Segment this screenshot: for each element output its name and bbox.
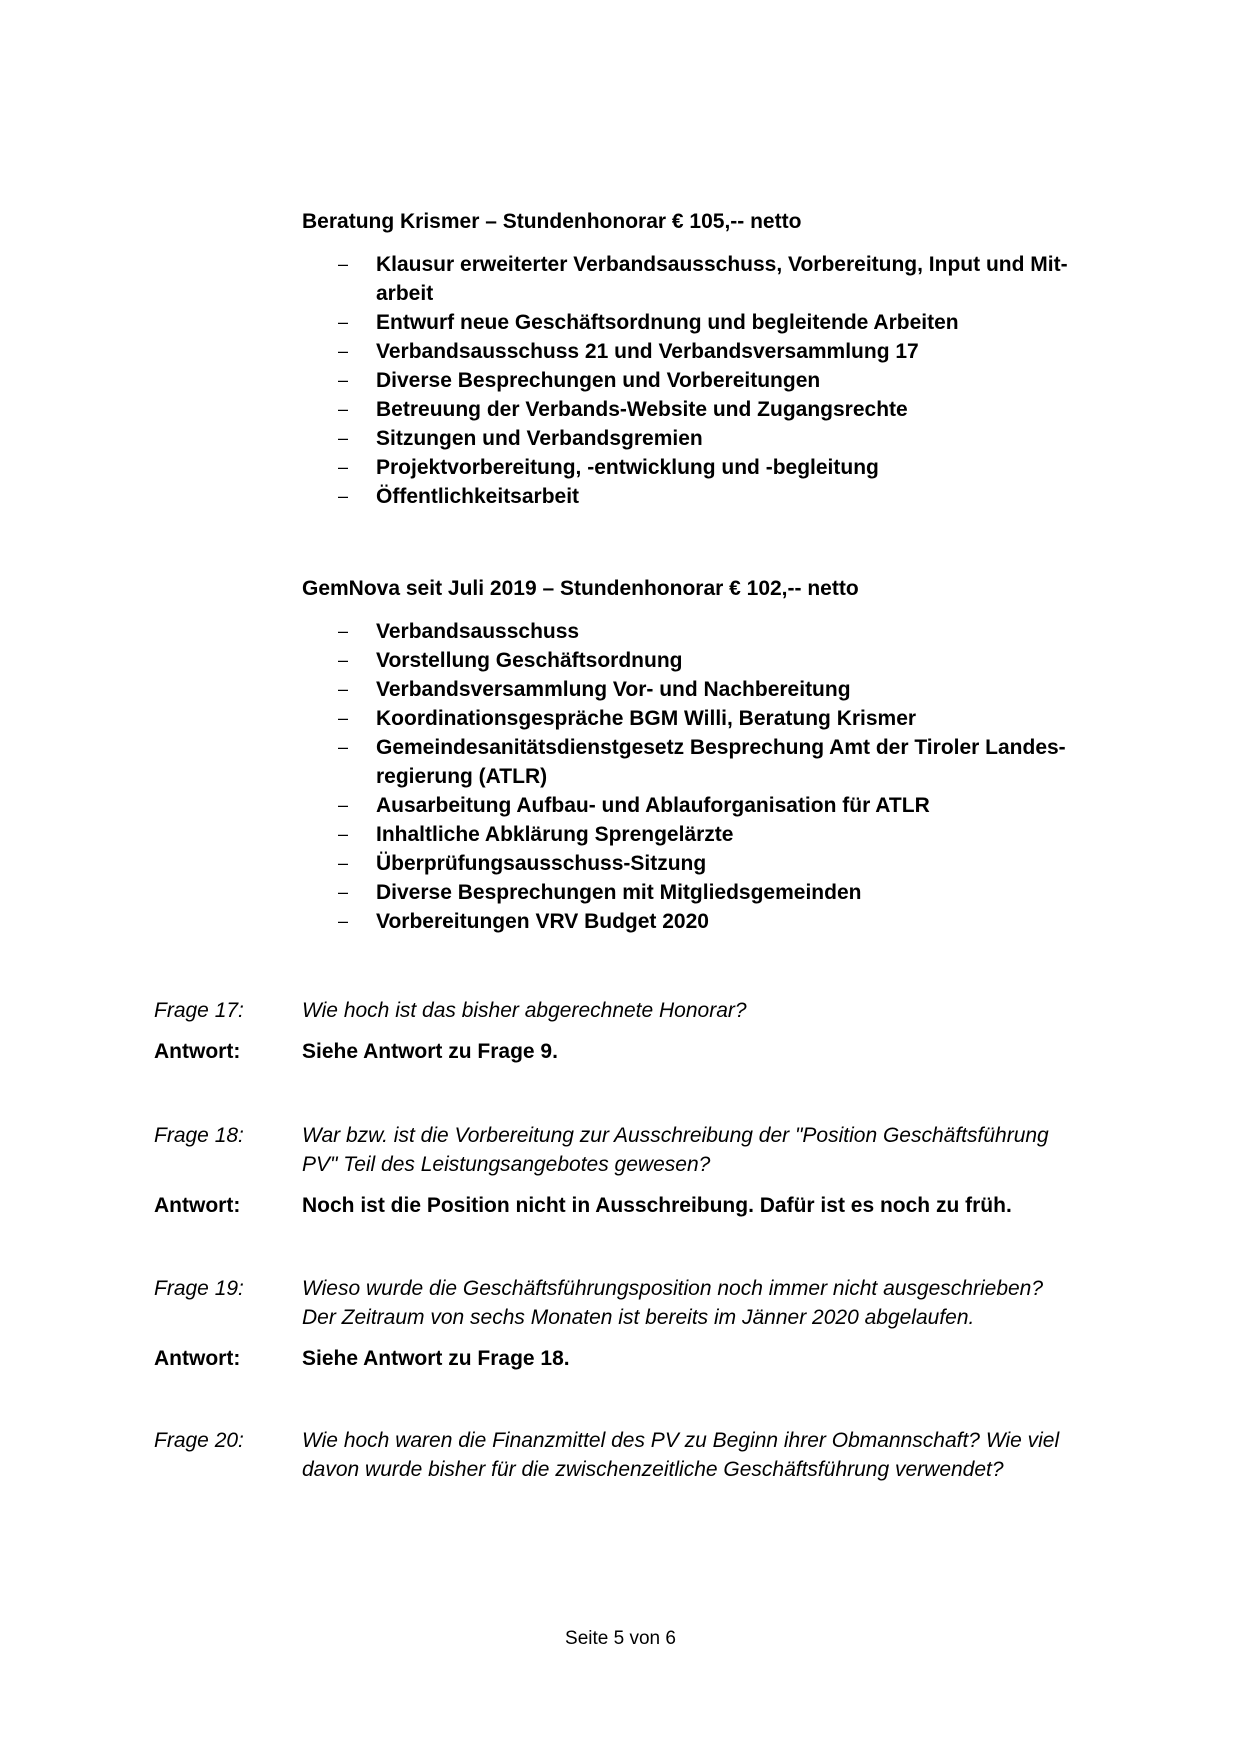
list-item: – Diverse Besprechungen mit Mitgliedsgemeinden	[302, 878, 1142, 907]
dash-bullet: –	[338, 341, 349, 361]
list-item: – Klausur erweiterter Verbandsausschuss, Vorbereitung, Input und Mit- arbeit	[302, 250, 1142, 308]
list-item: – Projektvorbereitung, -entwicklung und -begleitung	[302, 453, 1142, 482]
dash-bullet: –	[338, 853, 349, 873]
question-label: Frage 17:	[154, 999, 244, 1022]
section-gemnova	[302, 574, 1142, 936]
dash-bullet: –	[338, 399, 349, 419]
question-label: Frage 20:	[154, 1429, 244, 1452]
dash-bullet: –	[338, 737, 349, 757]
dash-bullet: –	[338, 312, 349, 332]
answer-row	[154, 1344, 1144, 1373]
question-label: Frage 18:	[154, 1124, 244, 1147]
answer-row	[154, 1037, 1144, 1066]
list-item: – Koordinationsgespräche BGM Willi, Beratung Krismer	[302, 704, 1142, 733]
list-item: – Vorstellung Geschäftsordnung	[302, 646, 1142, 675]
dash-bullet: –	[338, 621, 349, 641]
section-heading: Beratung Krismer – Stundenhonorar € 105,-- netto	[302, 210, 802, 233]
question-row	[154, 1274, 1144, 1332]
question-text: War bzw. ist die Vorbereitung zur Ausschreibung der "Position Geschäftsführung PV" Teil des Leistungsangebotes gewesen?	[302, 1124, 1049, 1176]
dash-bullet: –	[338, 911, 349, 931]
dash-bullet: –	[338, 428, 349, 448]
answer-text: Siehe Antwort zu Frage 9.	[302, 1040, 558, 1063]
section-heading: GemNova seit Juli 2019 – Stundenhonorar € 102,-- netto	[302, 577, 859, 600]
list-item: – Ausarbeitung Aufbau- und Ablauforganisation für ATLR	[302, 791, 1142, 820]
answer-label: Antwort:	[154, 1194, 241, 1217]
qa-block-17	[154, 996, 1144, 1066]
dash-bullet: –	[338, 457, 349, 477]
list-item: – Betreuung der Verbands-Website und Zugangsrechte	[302, 395, 1142, 424]
dash-bullet: –	[338, 650, 349, 670]
dash-bullet: –	[338, 486, 349, 506]
answer-label: Antwort:	[154, 1040, 241, 1063]
question-row	[154, 996, 1144, 1025]
qa-block-18	[154, 1121, 1144, 1220]
answer-text: Siehe Antwort zu Frage 18.	[302, 1347, 570, 1370]
list-item: – Öffentlichkeitsarbeit	[302, 482, 1142, 511]
answer-text: Noch ist die Position nicht in Ausschreibung. Dafür ist es noch zu früh.	[302, 1194, 1012, 1217]
question-text: Wie hoch ist das bisher abgerechnete Honorar?	[302, 999, 747, 1022]
question-row	[154, 1426, 1144, 1484]
task-list	[302, 250, 1142, 511]
qa-block-19	[154, 1274, 1144, 1373]
list-item: – Inhaltliche Abklärung Sprengelärzte	[302, 820, 1142, 849]
dash-bullet: –	[338, 824, 349, 844]
list-item: – Überprüfungsausschuss-Sitzung	[302, 849, 1142, 878]
dash-bullet: –	[338, 708, 349, 728]
dash-bullet: –	[338, 370, 349, 390]
list-item: – Gemeindesanitätsdienstgesetz Besprechung Amt der Tiroler Landes- regierung (ATLR)	[302, 733, 1142, 791]
question-text: Wie hoch waren die Finanzmittel des PV zu Beginn ihrer Obmannschaft? Wie viel davon wurde bisher für die zwischenzeitliche Geschäftsführung verwendet?	[302, 1429, 1060, 1481]
dash-bullet: –	[338, 679, 349, 699]
answer-row	[154, 1191, 1144, 1220]
list-item: – Verbandsversammlung Vor- und Nachbereitung	[302, 675, 1142, 704]
list-item: – Vorbereitungen VRV Budget 2020	[302, 907, 1142, 936]
question-text: Wieso wurde die Geschäftsführungsposition noch immer nicht ausgeschrieben? Der Zeitraum von sechs Monaten ist bereits im Jänner 2020 abgelaufen.	[302, 1277, 1044, 1329]
task-list	[302, 617, 1142, 936]
list-item: – Diverse Besprechungen und Vorbereitungen	[302, 366, 1142, 395]
list-item: – Verbandsausschuss 21 und Verbandsversammlung 17	[302, 337, 1142, 366]
page-number: Seite 5 von 6	[565, 1628, 676, 1649]
dash-bullet: –	[338, 882, 349, 902]
list-item: – Entwurf neue Geschäftsordnung und begleitende Arbeiten	[302, 308, 1142, 337]
list-item: – Sitzungen und Verbandsgremien	[302, 424, 1142, 453]
dash-bullet: –	[338, 254, 349, 274]
answer-label: Antwort:	[154, 1347, 241, 1370]
list-item: – Verbandsausschuss	[302, 617, 1142, 646]
qa-block-20	[154, 1426, 1144, 1484]
dash-bullet: –	[338, 795, 349, 815]
question-label: Frage 19:	[154, 1277, 244, 1300]
question-row	[154, 1121, 1144, 1179]
section-beratung-krismer	[302, 207, 1142, 511]
